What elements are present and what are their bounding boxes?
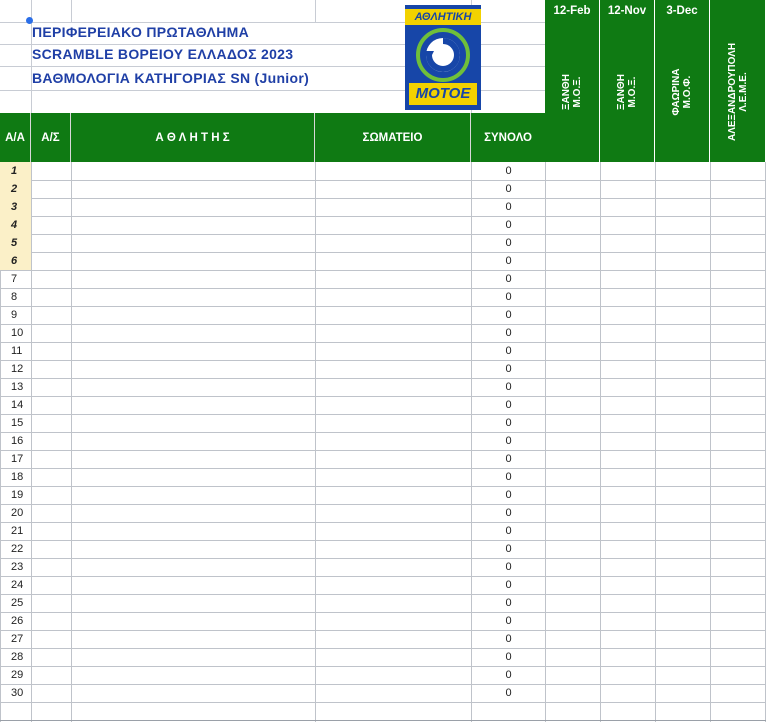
race-date-1: 12-Feb [545, 0, 600, 21]
table-row[interactable] [0, 522, 766, 541]
row-position[interactable]: 22 [11, 543, 24, 555]
row-total[interactable]: 0 [505, 543, 512, 555]
grid-line [481, 66, 545, 67]
row-total[interactable]: 0 [505, 273, 512, 285]
row-position[interactable]: 1 [0, 162, 31, 180]
row-position[interactable]: 30 [11, 687, 24, 699]
venue-club: Μ.Ο.Φ. [682, 75, 693, 108]
venue-name: ΦΑΩΡΙΝΑ [671, 67, 682, 116]
table-row[interactable] [0, 306, 766, 325]
title-line-2: SCRAMBLE ΒΟΡΕΙΟΥ ΕΛΛΑΔΟΣ 2023 [32, 46, 294, 62]
row-position[interactable]: 28 [11, 651, 24, 663]
row-total[interactable]: 0 [505, 453, 512, 465]
row-position[interactable]: 15 [11, 417, 24, 429]
row-position[interactable]: 9 [11, 309, 18, 321]
venue-club: Μ.Ο.Ξ. [572, 76, 583, 107]
race-date-2: 12-Nov [600, 0, 655, 21]
row-total[interactable]: 0 [505, 309, 512, 321]
row-total[interactable]: 0 [505, 633, 512, 645]
row-total[interactable]: 0 [505, 237, 512, 249]
row-position[interactable]: 3 [0, 198, 31, 216]
grid-line [315, 0, 316, 22]
row-position[interactable]: 20 [11, 507, 24, 519]
row-position[interactable]: 29 [11, 669, 24, 681]
col-header-aa[interactable]: Α/Α [0, 113, 31, 162]
race-venue-3 [655, 21, 710, 162]
row-total[interactable]: 0 [505, 183, 512, 195]
row-total[interactable]: 0 [505, 381, 512, 393]
row-total[interactable]: 0 [505, 201, 512, 213]
grid-line [481, 44, 545, 45]
row-position[interactable]: 8 [11, 291, 18, 303]
table-row[interactable] [0, 432, 766, 451]
logo-bottom-text: ΜΟΤΟΕ [409, 83, 477, 105]
table-row[interactable] [0, 234, 766, 253]
row-total[interactable]: 0 [505, 291, 512, 303]
row-position[interactable]: 25 [11, 597, 24, 609]
row-total[interactable]: 0 [505, 597, 512, 609]
row-position[interactable]: 6 [0, 252, 31, 270]
table-row[interactable] [0, 594, 766, 613]
row-position[interactable]: 16 [11, 435, 24, 447]
grid-line [0, 22, 405, 23]
row-position[interactable]: 4 [0, 216, 31, 234]
row-total[interactable]: 0 [505, 615, 512, 627]
table-row[interactable] [0, 630, 766, 649]
row-position[interactable]: 27 [11, 633, 24, 645]
row-total[interactable]: 0 [505, 435, 512, 447]
venue-name: ΞΑΝΘΗ [616, 73, 627, 110]
row-position[interactable]: 14 [11, 399, 24, 411]
venue-name: ΞΑΝΘΗ [561, 73, 572, 110]
table-row[interactable] [0, 216, 766, 235]
row-total[interactable]: 0 [505, 399, 512, 411]
table-row[interactable] [0, 198, 766, 217]
row-total[interactable]: 0 [505, 507, 512, 519]
grid-line [0, 44, 405, 45]
row-position[interactable]: 2 [0, 180, 31, 198]
grid-line [481, 90, 545, 91]
table-row[interactable] [0, 180, 766, 199]
table-row[interactable] [0, 162, 766, 181]
row-total[interactable]: 0 [505, 669, 512, 681]
row-total[interactable]: 0 [505, 471, 512, 483]
table-row[interactable] [0, 342, 766, 361]
col-header-as[interactable]: Α/Σ [31, 113, 71, 162]
table-row[interactable] [0, 360, 766, 379]
row-position[interactable]: 21 [11, 525, 24, 537]
grid-line [0, 90, 405, 91]
table-row[interactable] [0, 396, 766, 415]
title-line-3: ΒΑΘΜΟΛΟΓΙΑ ΚΑΤΗΓΟΡΙΑΣ SN (Junior) [32, 70, 310, 86]
row-position[interactable]: 19 [11, 489, 24, 501]
table-row[interactable] [0, 504, 766, 523]
table-row-empty[interactable] [0, 702, 766, 721]
table-row[interactable] [0, 378, 766, 397]
selected-cell-handle[interactable] [26, 17, 33, 24]
table-row[interactable] [0, 576, 766, 595]
row-position[interactable]: 26 [11, 615, 24, 627]
row-position[interactable]: 12 [11, 363, 24, 375]
title-line-1: ΠΕΡΙΦΕΡΕΙΑΚΟ ΠΡΩΤΑΘΛΗΜΑ [32, 24, 249, 40]
table-row[interactable] [0, 324, 766, 343]
table-row[interactable] [0, 612, 766, 631]
col-header-athlete[interactable]: Α Θ Λ Η Τ Η Σ [71, 113, 315, 162]
row-total[interactable]: 0 [505, 489, 512, 501]
race-date-4 [710, 0, 766, 21]
col-header-club[interactable]: ΣΩΜΑΤΕΙΟ [315, 113, 471, 162]
table-row[interactable] [0, 468, 766, 487]
row-total[interactable]: 0 [505, 165, 512, 177]
table-row[interactable] [0, 558, 766, 577]
row-position[interactable]: 23 [11, 561, 24, 573]
table-row[interactable] [0, 252, 766, 271]
race-venue-4 [710, 21, 766, 162]
row-total[interactable]: 0 [505, 363, 512, 375]
logo-top-text: ΑΘΛΗΤΙΚΗ [405, 9, 481, 25]
athletic-motoe-logo [405, 5, 481, 110]
row-total[interactable]: 0 [505, 219, 512, 231]
grid-line [0, 66, 405, 67]
row-total[interactable]: 0 [505, 651, 512, 663]
table-row[interactable] [0, 684, 766, 703]
row-position[interactable]: 5 [0, 234, 31, 252]
table-row[interactable] [0, 414, 766, 433]
row-total[interactable]: 0 [505, 687, 512, 699]
venue-name: ΑΛΕΞΑΝΔΡΟΥΠΟΛΗ [726, 42, 738, 141]
row-total[interactable]: 0 [505, 417, 512, 429]
race-venue-2 [600, 21, 655, 162]
table-row[interactable] [0, 450, 766, 469]
logo-emblem-icon [414, 27, 472, 83]
row-total[interactable]: 0 [505, 561, 512, 573]
row-position[interactable]: 17 [11, 453, 24, 465]
venue-club: Μ.Ο.Ξ. [627, 76, 638, 107]
table-row[interactable] [0, 540, 766, 559]
grid-line [71, 0, 72, 22]
col-header-total[interactable]: ΣΥΝΟΛΟ [484, 131, 532, 144]
column-header-row [0, 113, 545, 162]
race-date-3: 3-Dec [655, 0, 710, 21]
row-position[interactable]: 13 [11, 381, 24, 393]
row-position[interactable]: 10 [11, 327, 24, 339]
row-total[interactable]: 0 [505, 525, 512, 537]
row-total[interactable]: 0 [505, 345, 512, 357]
row-total[interactable]: 0 [505, 579, 512, 591]
table-row[interactable] [0, 486, 766, 505]
table-row[interactable] [0, 666, 766, 685]
venue-club: Λ.Ε.Μ.Ε. [737, 71, 749, 112]
table-row[interactable] [0, 648, 766, 667]
grid-line [481, 22, 545, 23]
row-total[interactable]: 0 [505, 255, 512, 267]
row-total[interactable]: 0 [505, 327, 512, 339]
row-position[interactable]: 18 [11, 471, 24, 483]
row-position[interactable]: 11 [11, 345, 23, 357]
race-venue-1 [545, 21, 600, 162]
row-position[interactable]: 24 [11, 579, 24, 591]
row-position[interactable]: 7 [11, 273, 18, 285]
table-row[interactable] [0, 288, 766, 307]
table-row[interactable] [0, 270, 766, 289]
